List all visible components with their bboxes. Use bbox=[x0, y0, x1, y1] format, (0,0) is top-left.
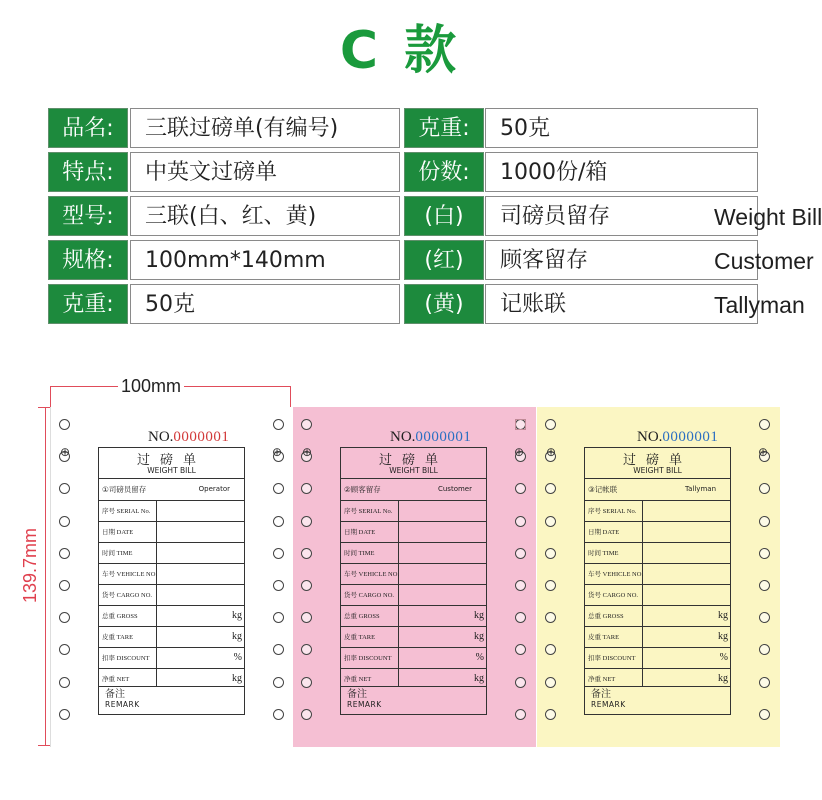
field-label: 时间 TIME bbox=[588, 550, 619, 557]
sprocket-hole bbox=[59, 580, 70, 591]
sprocket-hole bbox=[759, 516, 770, 527]
spec-value bbox=[485, 108, 758, 148]
form-divider bbox=[99, 668, 244, 669]
spec-row bbox=[48, 152, 758, 192]
sprocket-hole bbox=[273, 580, 284, 591]
sprocket-hole bbox=[759, 709, 770, 720]
form-divider bbox=[585, 668, 730, 669]
sprocket-hole bbox=[759, 548, 770, 559]
spec-value bbox=[485, 196, 822, 236]
remark-label-english: REMARK bbox=[591, 700, 626, 709]
field-label: 序号 SERIAL No. bbox=[102, 508, 151, 515]
serial-number bbox=[637, 429, 718, 446]
spec-value: 50克 bbox=[130, 284, 400, 324]
crosshair-icon: ⊕ bbox=[758, 445, 769, 459]
copy-role: Operator bbox=[198, 485, 230, 493]
remark-label: 备注 bbox=[347, 689, 367, 700]
spec-label: 克重: bbox=[404, 108, 484, 148]
serial-number-value: 0000001 bbox=[173, 429, 230, 445]
serial-number bbox=[148, 429, 229, 446]
form-divider bbox=[99, 478, 244, 479]
sprocket-hole bbox=[59, 516, 70, 527]
sheet-2 bbox=[293, 407, 536, 747]
field-label: 皮重 TARE bbox=[588, 634, 620, 641]
form-divider bbox=[341, 647, 486, 648]
sprocket-hole bbox=[301, 419, 312, 430]
sprocket-hole bbox=[515, 548, 526, 559]
form-divider bbox=[341, 521, 486, 522]
page-title: C 款 bbox=[339, 21, 461, 81]
height-dimension-line bbox=[45, 407, 46, 745]
sprocket-hole bbox=[273, 483, 284, 494]
copy-role: Tallyman bbox=[685, 485, 716, 493]
spec-label: 规格: bbox=[48, 240, 128, 280]
field-label: 扣率 DISCOUNT bbox=[588, 655, 636, 662]
weight-bill-form bbox=[584, 447, 731, 715]
form-column-divider bbox=[156, 500, 157, 686]
remark-label-english: REMARK bbox=[347, 700, 382, 709]
sprocket-hole bbox=[545, 516, 556, 527]
sprocket-hole bbox=[301, 709, 312, 720]
field-unit: kg bbox=[474, 610, 484, 621]
field-unit: kg bbox=[232, 673, 242, 684]
form-divider bbox=[341, 542, 486, 543]
spec-label: (黄) bbox=[404, 284, 484, 324]
field-label: 净重 NET bbox=[588, 676, 616, 683]
form-divider bbox=[99, 605, 244, 606]
spec-label: 型号: bbox=[48, 196, 128, 236]
sprocket-hole bbox=[59, 548, 70, 559]
serial-number-value: 0000001 bbox=[662, 429, 719, 445]
field-label: 车号 VEHICLE NO. bbox=[588, 571, 644, 578]
sprocket-hole bbox=[273, 709, 284, 720]
sprocket-hole bbox=[301, 483, 312, 494]
field-label: 总重 GROSS bbox=[588, 613, 624, 620]
crosshair-icon: ⊕ bbox=[514, 445, 525, 459]
spec-value: 三联(白、红、黄) bbox=[130, 196, 400, 236]
spec-value-text: 记账联 bbox=[500, 292, 567, 317]
sprocket-hole bbox=[301, 580, 312, 591]
form-title: 过磅单 bbox=[136, 452, 206, 467]
form-divider bbox=[99, 647, 244, 648]
spec-label: (红) bbox=[404, 240, 484, 280]
form-divider bbox=[585, 542, 730, 543]
sprocket-hole bbox=[545, 580, 556, 591]
sprocket-hole bbox=[273, 419, 284, 430]
weight-bill-form bbox=[98, 447, 245, 715]
field-label: 扣率 DISCOUNT bbox=[102, 655, 150, 662]
form-divider bbox=[99, 500, 244, 501]
serial-number-value: 0000001 bbox=[415, 429, 472, 445]
form-divider bbox=[341, 626, 486, 627]
sprocket-hole bbox=[273, 612, 284, 623]
field-unit: kg bbox=[232, 631, 242, 642]
field-label: 车号 VEHICLE NO. bbox=[102, 571, 158, 578]
form-divider bbox=[585, 584, 730, 585]
form-divider bbox=[585, 521, 730, 522]
form-title: 过磅单 bbox=[378, 452, 448, 467]
serial-number-prefix: NO. bbox=[390, 429, 416, 445]
square-icon bbox=[515, 419, 526, 430]
spec-value: 三联过磅单(有编号) bbox=[130, 108, 400, 148]
sprocket-hole bbox=[301, 516, 312, 527]
sprocket-hole bbox=[545, 483, 556, 494]
field-unit: kg bbox=[232, 610, 242, 621]
serial-number-prefix: NO. bbox=[637, 429, 663, 445]
sprocket-hole bbox=[545, 548, 556, 559]
sprocket-hole bbox=[759, 644, 770, 655]
field-unit: kg bbox=[718, 610, 728, 621]
sprocket-hole bbox=[59, 709, 70, 720]
sprocket-hole bbox=[515, 516, 526, 527]
copy-role: Customer bbox=[437, 485, 472, 493]
spec-value-text: 司磅员留存 bbox=[500, 204, 611, 229]
field-unit: kg bbox=[718, 673, 728, 684]
form-title: 过磅单 bbox=[622, 452, 692, 467]
spec-row bbox=[48, 284, 805, 324]
spec-label: (白) bbox=[404, 196, 484, 236]
sprocket-hole bbox=[545, 419, 556, 430]
spec-value bbox=[485, 240, 814, 280]
field-label: 皮重 TARE bbox=[102, 634, 134, 641]
serial-number bbox=[390, 429, 471, 446]
field-label: 净重 NET bbox=[344, 676, 372, 683]
sprocket-hole bbox=[515, 644, 526, 655]
field-label: 货号 CARGO NO. bbox=[588, 592, 639, 599]
sprocket-hole bbox=[515, 612, 526, 623]
copy-label: ①司磅员留存 bbox=[102, 485, 147, 494]
sprocket-hole bbox=[301, 548, 312, 559]
spec-label: 特点: bbox=[48, 152, 128, 192]
form-divider bbox=[585, 478, 730, 479]
form-divider bbox=[99, 542, 244, 543]
field-label: 序号 SERIAL No. bbox=[344, 508, 393, 515]
crosshair-icon: ⊕ bbox=[302, 445, 313, 459]
remark-label: 备注 bbox=[105, 689, 125, 700]
sprocket-hole bbox=[545, 709, 556, 720]
form-column-divider bbox=[642, 500, 643, 686]
form-divider bbox=[99, 584, 244, 585]
sprocket-hole bbox=[59, 677, 70, 688]
spec-row bbox=[48, 108, 758, 148]
field-label: 时间 TIME bbox=[102, 550, 133, 557]
field-unit: kg bbox=[718, 631, 728, 642]
field-label: 总重 GROSS bbox=[102, 613, 138, 620]
field-label: 皮重 TARE bbox=[344, 634, 376, 641]
spec-row bbox=[48, 196, 822, 236]
form-divider bbox=[341, 605, 486, 606]
field-label: 扣率 DISCOUNT bbox=[344, 655, 392, 662]
form-subtitle: WEIGHT BILL bbox=[147, 466, 196, 475]
crosshair-icon: ⊕ bbox=[272, 445, 283, 459]
field-label: 时间 TIME bbox=[344, 550, 375, 557]
crosshair-icon: ⊕ bbox=[60, 445, 71, 459]
sprocket-hole bbox=[515, 677, 526, 688]
sprocket-hole bbox=[273, 516, 284, 527]
spec-row bbox=[48, 240, 814, 280]
form-column-divider bbox=[398, 500, 399, 686]
sprocket-hole bbox=[515, 709, 526, 720]
width-dimension-extension-left bbox=[50, 386, 51, 408]
sprocket-hole bbox=[301, 612, 312, 623]
form-divider bbox=[585, 647, 730, 648]
spec-label: 克重: bbox=[48, 284, 128, 324]
field-unit: kg bbox=[474, 631, 484, 642]
field-unit: % bbox=[719, 652, 728, 663]
spec-label: 品名: bbox=[48, 108, 128, 148]
form-divider bbox=[99, 563, 244, 564]
remark-label-english: REMARK bbox=[105, 700, 140, 709]
field-label: 净重 NET bbox=[102, 676, 130, 683]
sprocket-hole bbox=[759, 483, 770, 494]
sprocket-hole bbox=[301, 644, 312, 655]
sprocket-hole bbox=[545, 612, 556, 623]
field-label: 货号 CARGO NO. bbox=[344, 592, 395, 599]
spec-value-english: Tallyman bbox=[714, 292, 805, 318]
sprocket-hole bbox=[515, 483, 526, 494]
field-label: 序号 SERIAL No. bbox=[588, 508, 637, 515]
field-label: 货号 CARGO NO. bbox=[102, 592, 153, 599]
spec-value-text: 顾客留存 bbox=[500, 248, 589, 273]
sprocket-hole bbox=[59, 483, 70, 494]
sprocket-hole bbox=[301, 677, 312, 688]
sprocket-hole bbox=[59, 644, 70, 655]
copy-label: ②顾客留存 bbox=[344, 485, 381, 494]
sprocket-hole bbox=[759, 580, 770, 591]
field-unit: % bbox=[475, 652, 484, 663]
spec-value-text: 50克 bbox=[500, 116, 550, 141]
field-unit: % bbox=[233, 652, 242, 663]
form-divider bbox=[585, 605, 730, 606]
sprocket-hole bbox=[273, 644, 284, 655]
sheet-3 bbox=[537, 407, 780, 747]
field-label: 日期 DATE bbox=[344, 529, 376, 536]
sprocket-hole bbox=[515, 580, 526, 591]
spec-value bbox=[485, 284, 805, 324]
weight-bill-form bbox=[340, 447, 487, 715]
width-dimension-extension-right bbox=[290, 386, 291, 408]
sprocket-hole bbox=[59, 612, 70, 623]
spec-value-english: Weight Bill bbox=[714, 204, 822, 230]
sprocket-hole bbox=[545, 644, 556, 655]
field-label: 总重 GROSS bbox=[344, 613, 380, 620]
form-subtitle: WEIGHT BILL bbox=[389, 466, 438, 475]
form-divider bbox=[99, 521, 244, 522]
copy-label: ③记帐联 bbox=[588, 485, 618, 494]
width-dimension-label: 100mm bbox=[118, 376, 184, 397]
form-divider bbox=[99, 626, 244, 627]
field-label: 车号 VEHICLE NO. bbox=[344, 571, 400, 578]
form-divider bbox=[585, 626, 730, 627]
form-divider bbox=[341, 563, 486, 564]
sprocket-hole bbox=[759, 677, 770, 688]
field-label: 日期 DATE bbox=[588, 529, 620, 536]
sprocket-hole bbox=[545, 677, 556, 688]
spec-label: 份数: bbox=[404, 152, 484, 192]
sprocket-hole bbox=[273, 548, 284, 559]
remark-label: 备注 bbox=[591, 689, 611, 700]
serial-number-prefix: NO. bbox=[148, 429, 174, 445]
sprocket-hole bbox=[759, 419, 770, 430]
spec-value: 100mm*140mm bbox=[130, 240, 400, 280]
form-divider bbox=[341, 668, 486, 669]
form-divider bbox=[585, 500, 730, 501]
form-divider bbox=[341, 478, 486, 479]
spec-value-text: 1000份/箱 bbox=[500, 160, 608, 185]
sprocket-hole bbox=[759, 612, 770, 623]
form-divider bbox=[585, 563, 730, 564]
form-subtitle: WEIGHT BILL bbox=[633, 466, 682, 475]
spec-value-english: Customer bbox=[714, 248, 814, 274]
form-divider bbox=[341, 584, 486, 585]
spec-value: 中英文过磅单 bbox=[130, 152, 400, 192]
spec-value bbox=[485, 152, 758, 192]
sprocket-hole bbox=[59, 419, 70, 430]
height-dimension-label: 139.7mm bbox=[20, 525, 41, 606]
form-divider bbox=[341, 500, 486, 501]
crosshair-icon: ⊕ bbox=[546, 445, 557, 459]
field-label: 日期 DATE bbox=[102, 529, 134, 536]
field-unit: kg bbox=[474, 673, 484, 684]
sprocket-hole bbox=[273, 677, 284, 688]
sheet-1 bbox=[50, 407, 293, 747]
